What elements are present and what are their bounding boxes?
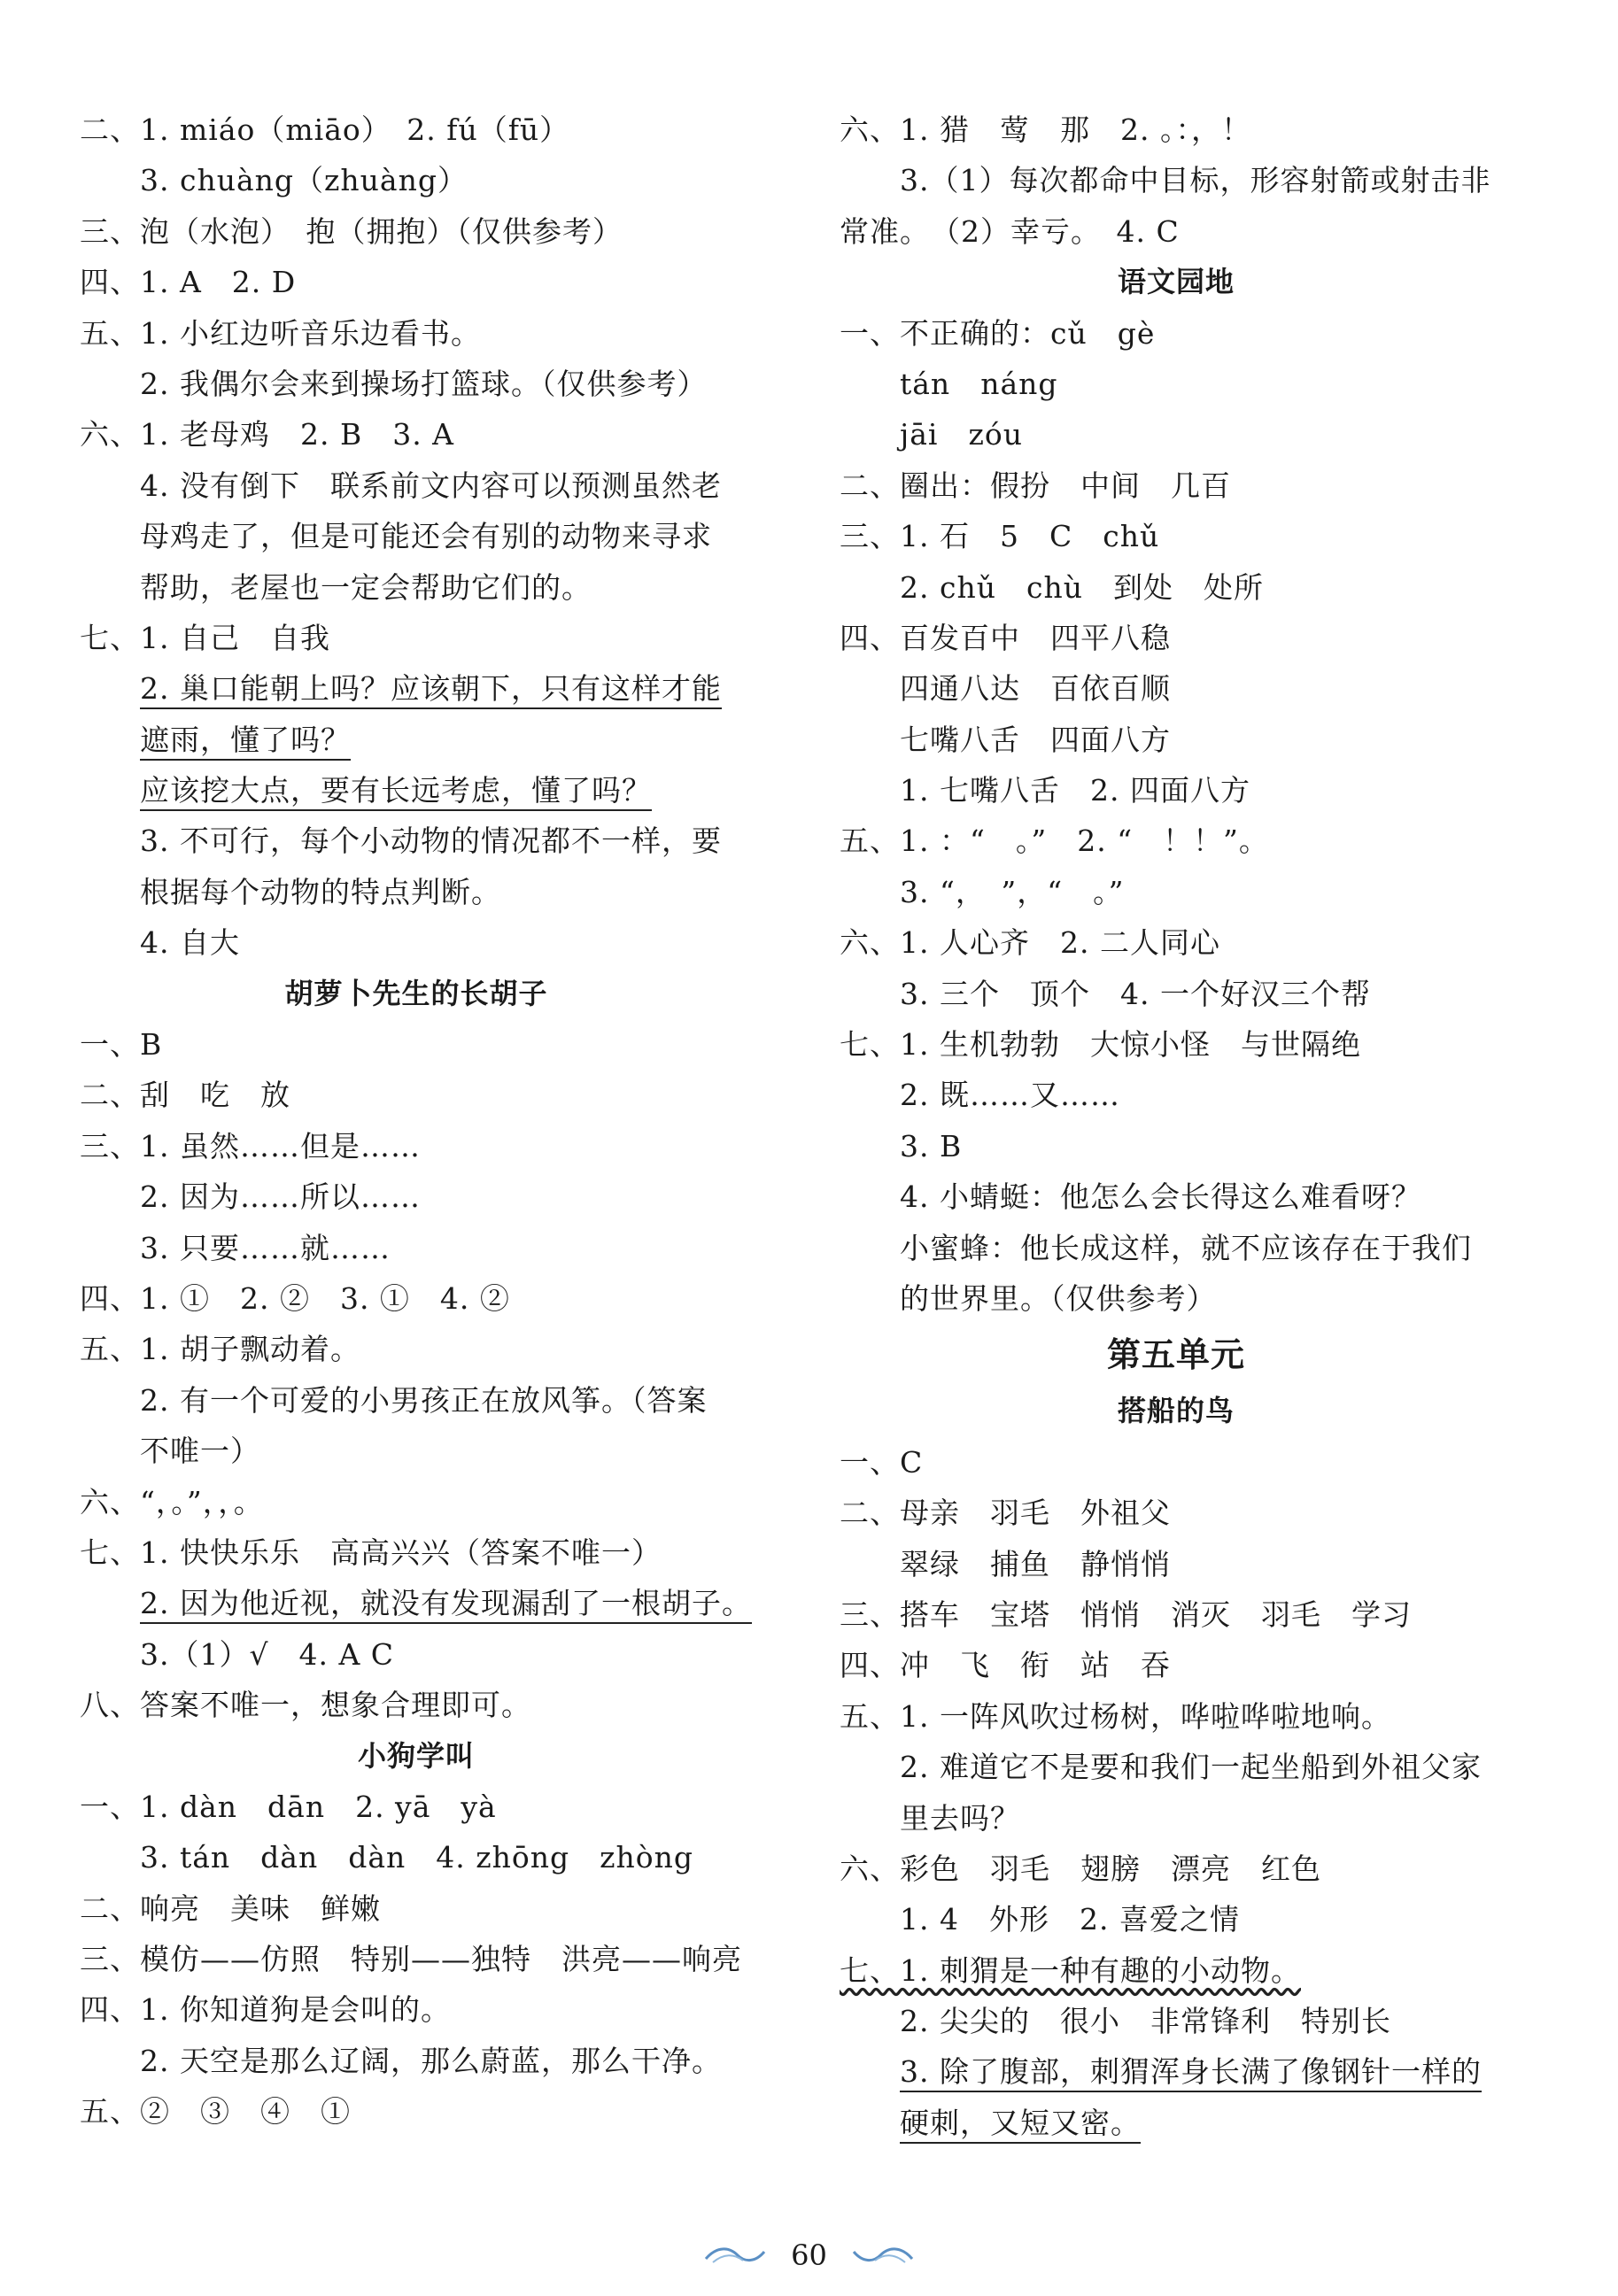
answer-line — [840, 155, 1513, 205]
answer-line — [80, 663, 753, 714]
answer-line — [80, 1782, 753, 1832]
line-text: 六、1. 老母鸡 2. B 3. A — [80, 417, 455, 452]
answer-line — [80, 562, 753, 613]
line-text: 四通八达 百依百顺 — [900, 671, 1171, 707]
line-text: 二、1. miáo（miāo） 2. fú（fū） — [80, 112, 570, 147]
answer-line — [80, 1984, 753, 2035]
answer-line — [840, 308, 1513, 359]
line-text: 常准。 （2）幸亏。 4. C — [840, 213, 1180, 249]
answer-line — [80, 765, 753, 816]
answer-line — [80, 1070, 753, 1120]
line-text: 三、1. 虽然……但是…… — [80, 1128, 421, 1163]
answer-line — [80, 460, 753, 511]
answer-line — [840, 1945, 1513, 1996]
section-heading — [80, 969, 753, 1019]
wave-ornament-left-icon — [704, 2245, 766, 2266]
answer-line — [840, 1171, 1513, 1222]
line-text: 3. B — [900, 1128, 963, 1163]
line-text: 1. 七嘴八舌 2. 四面八方 — [900, 773, 1250, 808]
line-text: 1. 4 外形 2. 喜爱之情 — [900, 1902, 1240, 1937]
line-text: 3. chuàng（zhuàng） — [140, 163, 468, 198]
answer-line — [80, 409, 753, 460]
answer-line — [840, 1121, 1513, 1171]
answer-line — [80, 1527, 753, 1578]
line-text: 2. 巢口能朝上吗？应该朝下，只有这样才能 — [140, 671, 722, 709]
line-text: 不唯一） — [140, 1434, 260, 1469]
answer-line — [80, 1629, 753, 1680]
line-text: 三、搭车 宝塔 悄悄 消灭 羽毛 学习 — [840, 1596, 1412, 1632]
line-text: 一、B — [80, 1027, 163, 1063]
answer-line — [840, 816, 1513, 866]
answer-line — [80, 1019, 753, 1070]
line-text: 2. 天空是那么辽阔，那么蔚蓝，那么干净。 — [140, 2043, 722, 2078]
line-text: 遮雨，懂了吗？ — [140, 723, 351, 761]
line-text: 六、彩色 羽毛 翅膀 漂亮 红色 — [840, 1851, 1321, 1886]
line-text: 六、1. 人心齐 2. 二人同心 — [840, 925, 1220, 961]
line-text: 七、1. 刺猬是一种有趣的小动物。 — [840, 1952, 1301, 1988]
line-text: 五、1. 一阵风吹过杨树，哗啦哗啦地响。 — [840, 1698, 1391, 1734]
answer-line — [80, 308, 753, 359]
answer-line — [840, 104, 1513, 155]
line-text: 一、C — [840, 1444, 924, 1480]
answer-line — [840, 2098, 1513, 2148]
line-text: 小狗学叫 — [357, 1738, 475, 1773]
answer-line — [840, 1437, 1513, 1488]
line-text: 4. 小蜻蜓：他怎么会长得这么难看呀？ — [900, 1179, 1421, 1215]
line-text: 七、1. 自己 自我 — [80, 620, 330, 655]
line-text: 五、1. ：“ 。” 2. “ ！！”。 — [840, 823, 1269, 859]
line-text: 胡萝卜先生的长胡子 — [284, 976, 548, 1010]
answer-line — [840, 1273, 1513, 1324]
answer-line — [840, 1844, 1513, 1894]
line-text: 3. 只要……就…… — [140, 1230, 391, 1265]
answer-line — [80, 2086, 753, 2137]
answer-line — [840, 1996, 1513, 2046]
line-text: 三、模仿——仿照 特别——独特 洪亮——响亮 — [80, 1942, 742, 1977]
line-text: 搭船的鸟 — [1117, 1394, 1235, 1428]
answer-line — [80, 816, 753, 866]
line-text: 语文园地 — [1117, 265, 1235, 299]
line-text: 4. 自大 — [140, 925, 240, 961]
answer-line — [840, 969, 1513, 1019]
answer-line — [840, 663, 1513, 714]
line-text: 3. “， ”，“ 。” — [900, 874, 1125, 909]
line-text: 七、1. 生机勃勃 大惊小怪 与世隔绝 — [840, 1027, 1361, 1063]
unit-heading — [840, 1324, 1513, 1386]
answer-line — [80, 1934, 753, 1984]
line-text: 四、冲 飞 衔 站 吞 — [840, 1648, 1171, 1683]
line-text: 2. 因为他近视，就没有发现漏刮了一根胡子。 — [140, 1586, 752, 1624]
answer-line — [840, 613, 1513, 663]
section-heading — [80, 1731, 753, 1782]
answer-line — [840, 2046, 1513, 2097]
answer-line — [80, 917, 753, 968]
answer-line — [80, 1273, 753, 1324]
answer-line — [80, 1375, 753, 1426]
answer-line — [80, 1171, 753, 1222]
answer-line — [840, 460, 1513, 511]
answer-line — [80, 1426, 753, 1476]
line-text: 一、1. dàn dān 2. yā yà — [80, 1789, 497, 1824]
left-column — [80, 104, 753, 2138]
line-text: 二、响亮 美味 鲜嫩 — [80, 1890, 381, 1926]
line-text: 2. 我偶尔会来到操场打篮球。（仅供参考） — [140, 366, 708, 401]
answer-line — [840, 1488, 1513, 1538]
line-text: 2. 既……又…… — [900, 1078, 1120, 1113]
line-text: 的世界里。（仅供参考） — [900, 1280, 1217, 1316]
line-text: 硬刺，又短又密。 — [900, 2106, 1141, 2144]
line-text: 翠绿 捕鱼 静悄悄 — [900, 1546, 1171, 1581]
answer-line — [80, 1680, 753, 1730]
line-text: 3. 不可行，每个小动物的情况都不一样，要 — [140, 823, 722, 859]
line-text: 2. chǔ chù 到处 处所 — [900, 569, 1264, 605]
line-text: 四、1. 你知道狗是会叫的。 — [80, 1992, 451, 2028]
answer-line — [80, 257, 753, 307]
line-text: 六、“，。”，，。 — [80, 1484, 264, 1519]
answer-line — [840, 917, 1513, 968]
answer-line — [840, 206, 1513, 257]
line-text: 二、母亲 羽毛 外祖父 — [840, 1496, 1171, 1531]
answer-line — [840, 1223, 1513, 1273]
line-text: jāi zóu — [900, 417, 1023, 452]
line-text: 根据每个动物的特点判断。 — [140, 874, 501, 909]
wave-ornament-right-icon — [852, 2245, 914, 2266]
line-text: 应该挖大点，要有长远考虑，懂了吗？ — [140, 773, 652, 811]
line-text: 第五单元 — [1106, 1335, 1245, 1375]
answer-line — [840, 1894, 1513, 1944]
line-text: 3. tán dàn dàn 4. zhōng zhòng — [140, 1840, 694, 1875]
answer-line — [840, 1742, 1513, 1792]
line-text: 帮助，老屋也一定会帮助它们的。 — [140, 569, 592, 605]
line-text: 3.（1）每次都命中目标，形容射箭或射击非 — [900, 163, 1491, 198]
answer-line — [840, 1640, 1513, 1690]
line-text: 二、刮 吃 放 — [80, 1078, 290, 1113]
line-text: 七嘴八舌 四面八方 — [900, 722, 1171, 757]
line-text: 四、1. A 2. D — [80, 265, 297, 300]
answer-line — [80, 1832, 753, 1882]
answer-line — [80, 715, 753, 765]
line-text: 母鸡走了，但是可能还会有别的动物来寻求 — [140, 519, 712, 554]
answer-line — [80, 206, 753, 257]
answer-line — [80, 359, 753, 409]
page-footer — [0, 2236, 1618, 2272]
answer-line — [840, 1589, 1513, 1640]
answer-line — [80, 613, 753, 663]
answer-line — [840, 1793, 1513, 1844]
line-text: 八、答案不唯一，想象合理即可。 — [80, 1688, 531, 1723]
answer-line — [840, 765, 1513, 816]
line-text: 六、1. 猎 莺 那 2. 。：，！ — [840, 112, 1251, 147]
line-text: 二、圈出：假扮 中间 几百 — [840, 468, 1231, 503]
answer-line — [840, 1019, 1513, 1070]
answer-line — [80, 1121, 753, 1171]
answer-line — [840, 1539, 1513, 1589]
line-text: 五、② ③ ④ ① — [80, 2094, 351, 2130]
answer-line — [80, 511, 753, 561]
answer-line — [80, 1883, 753, 1934]
line-text: 2. 因为……所以…… — [140, 1179, 421, 1215]
line-text: 2. 有一个可爱的小男孩正在放风筝。（答案 — [140, 1382, 708, 1418]
line-text: 3. 除了腹部，刺猬浑身长满了像钢针一样的 — [900, 2054, 1482, 2092]
answer-line — [840, 715, 1513, 765]
section-heading — [840, 257, 1513, 307]
answer-line — [80, 1578, 753, 1628]
answer-line — [840, 1691, 1513, 1742]
line-text: 3. 三个 顶个 4. 一个好汉三个帮 — [900, 976, 1371, 1011]
answer-line — [840, 409, 1513, 460]
line-text: 四、1. ① 2. ② 3. ① 4. ② — [80, 1280, 510, 1316]
answer-line — [840, 1070, 1513, 1120]
line-text: 一、不正确的：cǔ gè — [840, 315, 1156, 351]
answer-line — [80, 1324, 753, 1374]
answer-line — [840, 359, 1513, 409]
answer-line — [80, 867, 753, 917]
line-text: 五、1. 小红边听音乐边看书。 — [80, 315, 481, 351]
answer-line — [840, 511, 1513, 561]
line-text: 四、百发百中 四平八稳 — [840, 620, 1171, 655]
answer-line — [80, 155, 753, 205]
line-text: 七、1. 快快乐乐 高高兴兴（答案不唯一） — [80, 1535, 662, 1570]
page-number: 60 — [791, 2238, 827, 2272]
right-column — [840, 104, 1513, 2148]
answer-line — [80, 104, 753, 155]
answer-line — [840, 562, 1513, 613]
line-text: 三、1. 石 5 C chǔ — [840, 519, 1160, 554]
line-text: 2. 难道它不是要和我们一起坐船到外祖父家 — [900, 1750, 1482, 1785]
line-text: 三、泡（水泡） 抱（拥抱）（仅供参考） — [80, 213, 623, 249]
answer-line — [840, 867, 1513, 917]
line-text: 2. 尖尖的 很小 非常锋利 特别长 — [900, 2004, 1391, 2039]
line-text: 4. 没有倒下 联系前文内容可以预测虽然老 — [140, 468, 722, 503]
answer-line — [80, 2036, 753, 2086]
answer-line — [80, 1477, 753, 1527]
section-heading — [840, 1386, 1513, 1436]
line-text: 小蜜蜂：他长成这样，就不应该存在于我们 — [900, 1230, 1472, 1265]
answer-line — [80, 1223, 753, 1273]
line-text: tán náng — [900, 366, 1058, 401]
line-text: 3.（1）√ 4. A C — [140, 1636, 395, 1672]
line-text: 五、1. 胡子飘动着。 — [80, 1332, 360, 1367]
line-text: 里去吗？ — [900, 1800, 1020, 1836]
